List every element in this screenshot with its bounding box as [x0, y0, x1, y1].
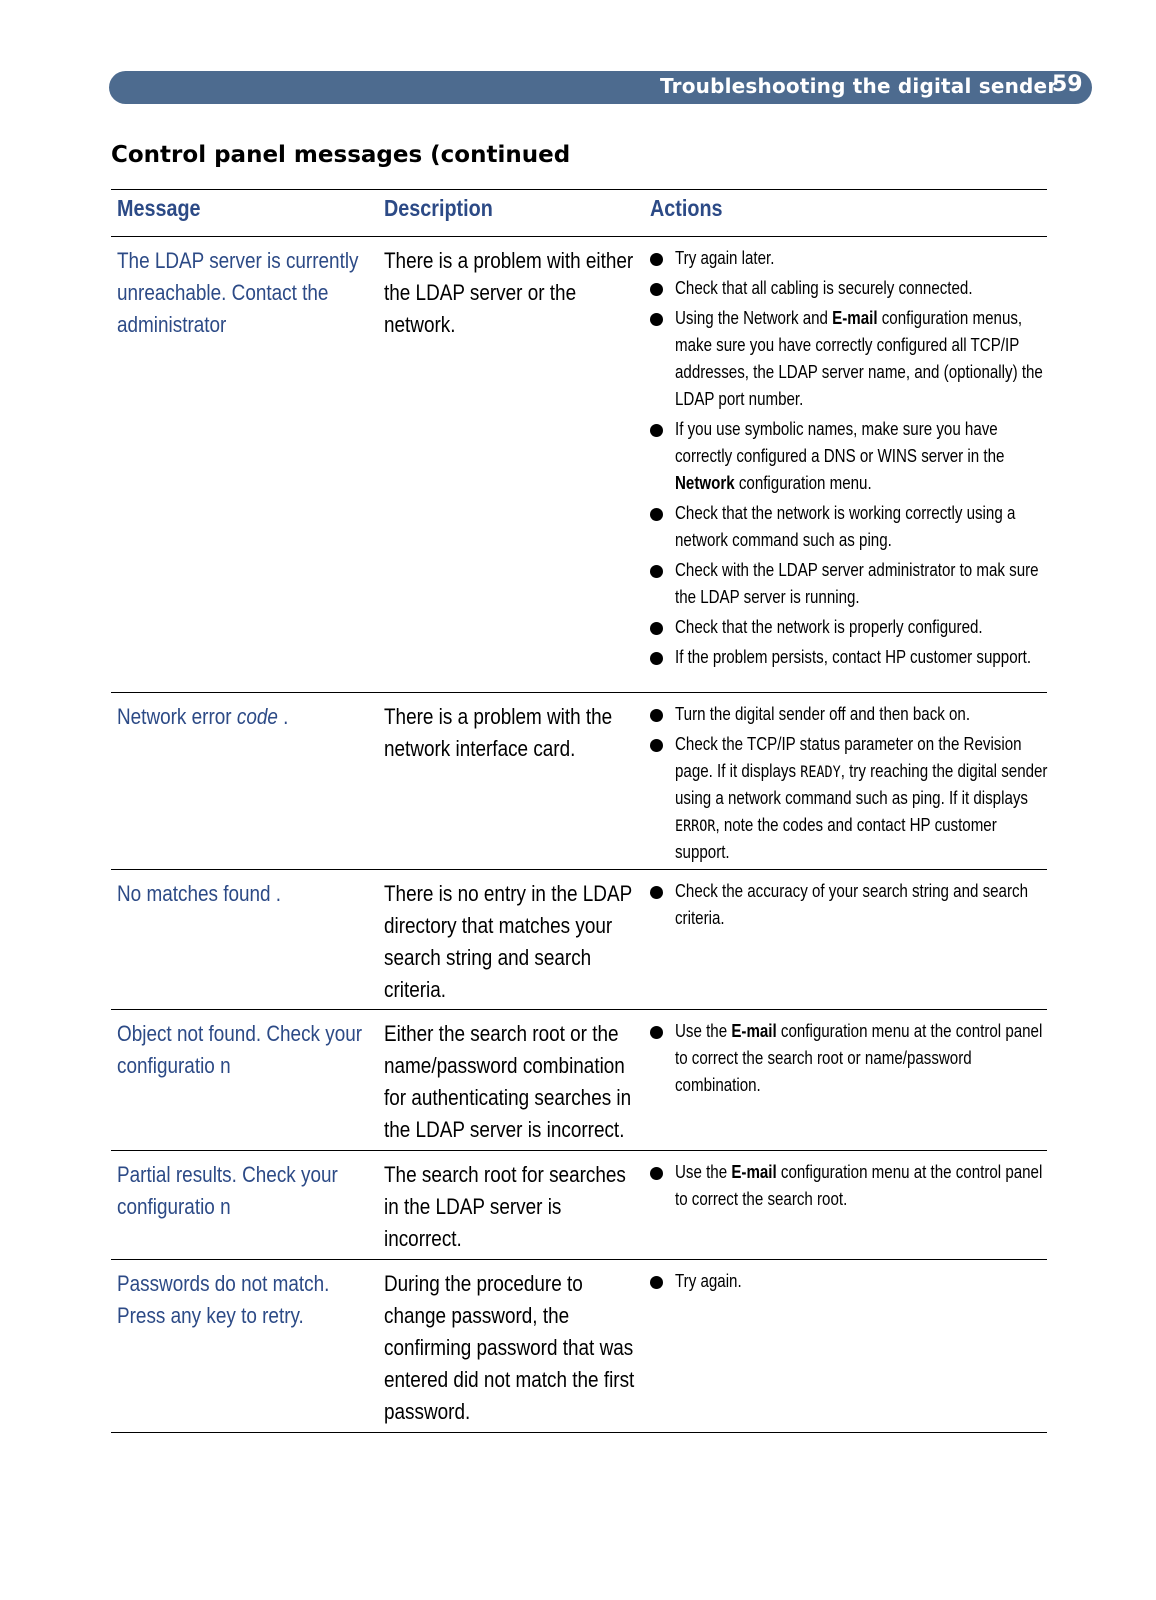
bullet-icon	[650, 886, 663, 899]
action-item: Using the Network and E-mail configuration menus, make sure you have correctly configured all TCP/IP addresses, the LDAP server name, and (optionally) the LDAP port number.	[650, 305, 1045, 413]
bullet-icon	[650, 652, 663, 665]
bullet-icon	[650, 253, 663, 266]
description-cell: The search root for searches in the LDAP server is incorrect.	[384, 1162, 626, 1251]
table-row	[111, 1260, 1047, 1433]
action-item: If you use symbolic names, make sure you have correctly configured a DNS or WINS server in the Network configuration menu.	[650, 416, 1045, 497]
column-header-actions: Actions	[650, 195, 723, 221]
action-item: If the problem persists, contact HP customer support.	[650, 644, 1045, 671]
column-header-message: Message	[117, 195, 201, 221]
section-title: Control panel messages (continued	[111, 142, 571, 168]
actions-list	[650, 1159, 1045, 1216]
action-item: Use the E-mail configuration menu at the control panel to correct the search root or name/password combination.	[650, 1018, 1045, 1099]
description-cell: There is a problem with either the LDAP server or the network.	[384, 248, 634, 337]
action-item: Use the E-mail configuration menu at the control panel to correct the search root.	[650, 1159, 1045, 1213]
bullet-icon	[650, 283, 663, 296]
message-code: code	[236, 704, 278, 729]
bullet-icon	[650, 622, 663, 635]
message-cell: Network error code .	[117, 704, 289, 729]
bullet-icon	[650, 1167, 663, 1180]
action-item: Try again later.	[650, 245, 1045, 272]
bullet-icon	[650, 1026, 663, 1039]
action-item: Check that the network is properly configured.	[650, 614, 1045, 641]
actions-list	[650, 1268, 1045, 1298]
bullet-icon	[650, 424, 663, 437]
bullet-icon	[650, 1276, 663, 1289]
message-cell: Passwords do not match. Press any key to retry.	[117, 1271, 330, 1328]
table-row	[111, 693, 1047, 870]
description-cell: During the procedure to change password, the confirming password that was entered did not match the first password.	[384, 1271, 635, 1424]
messages-table	[111, 189, 1047, 1433]
action-item: Try again.	[650, 1268, 1045, 1295]
bullet-icon	[650, 565, 663, 578]
running-header-title: Troubleshooting the digital sender	[660, 74, 1058, 98]
message-cell: Object not found. Check your configuratio n	[117, 1021, 363, 1078]
bullet-icon	[650, 508, 663, 521]
column-header-description: Description	[384, 195, 493, 221]
message-cell: The LDAP server is currently unreachable. Contact the administrator	[117, 248, 359, 337]
actions-list	[650, 878, 1045, 935]
actions-list	[650, 1018, 1045, 1102]
table-row	[111, 237, 1047, 693]
page-number: 59	[1052, 72, 1083, 97]
table-row	[111, 1010, 1047, 1151]
actions-list	[650, 245, 1045, 674]
table-header	[111, 190, 1047, 237]
action-item: Check that all cabling is securely connected.	[650, 275, 1045, 302]
description-cell: There is a problem with the network interface card.	[384, 704, 613, 761]
action-item: Check the accuracy of your search string and search criteria.	[650, 878, 1045, 932]
bullet-icon	[650, 739, 663, 752]
table-row	[111, 870, 1047, 1010]
bullet-icon	[650, 709, 663, 722]
action-item: Check the TCP/IP status parameter on the Revision page. If it displays READY, try reaching the digital sender using a network command such as ping. If it displays ERROR, note the codes and contact HP customer support.	[650, 731, 1045, 866]
bullet-icon	[650, 313, 663, 326]
message-cell: No matches found .	[117, 881, 282, 906]
table-row	[111, 1151, 1047, 1260]
description-cell: There is no entry in the LDAP directory that matches your search string and search criteria.	[384, 881, 632, 1002]
action-item: Check with the LDAP server administrator to mak sure the LDAP server is running.	[650, 557, 1045, 611]
description-cell: Either the search root or the name/password combination for authenticating searches in the LDAP server is incorrect.	[384, 1021, 632, 1142]
action-item: Check that the network is working correctly using a network command such as ping.	[650, 500, 1045, 554]
action-item: Turn the digital sender off and then back on.	[650, 701, 1045, 728]
actions-list	[650, 701, 1048, 869]
message-cell: Partial results. Check your configuratio n	[117, 1162, 338, 1219]
